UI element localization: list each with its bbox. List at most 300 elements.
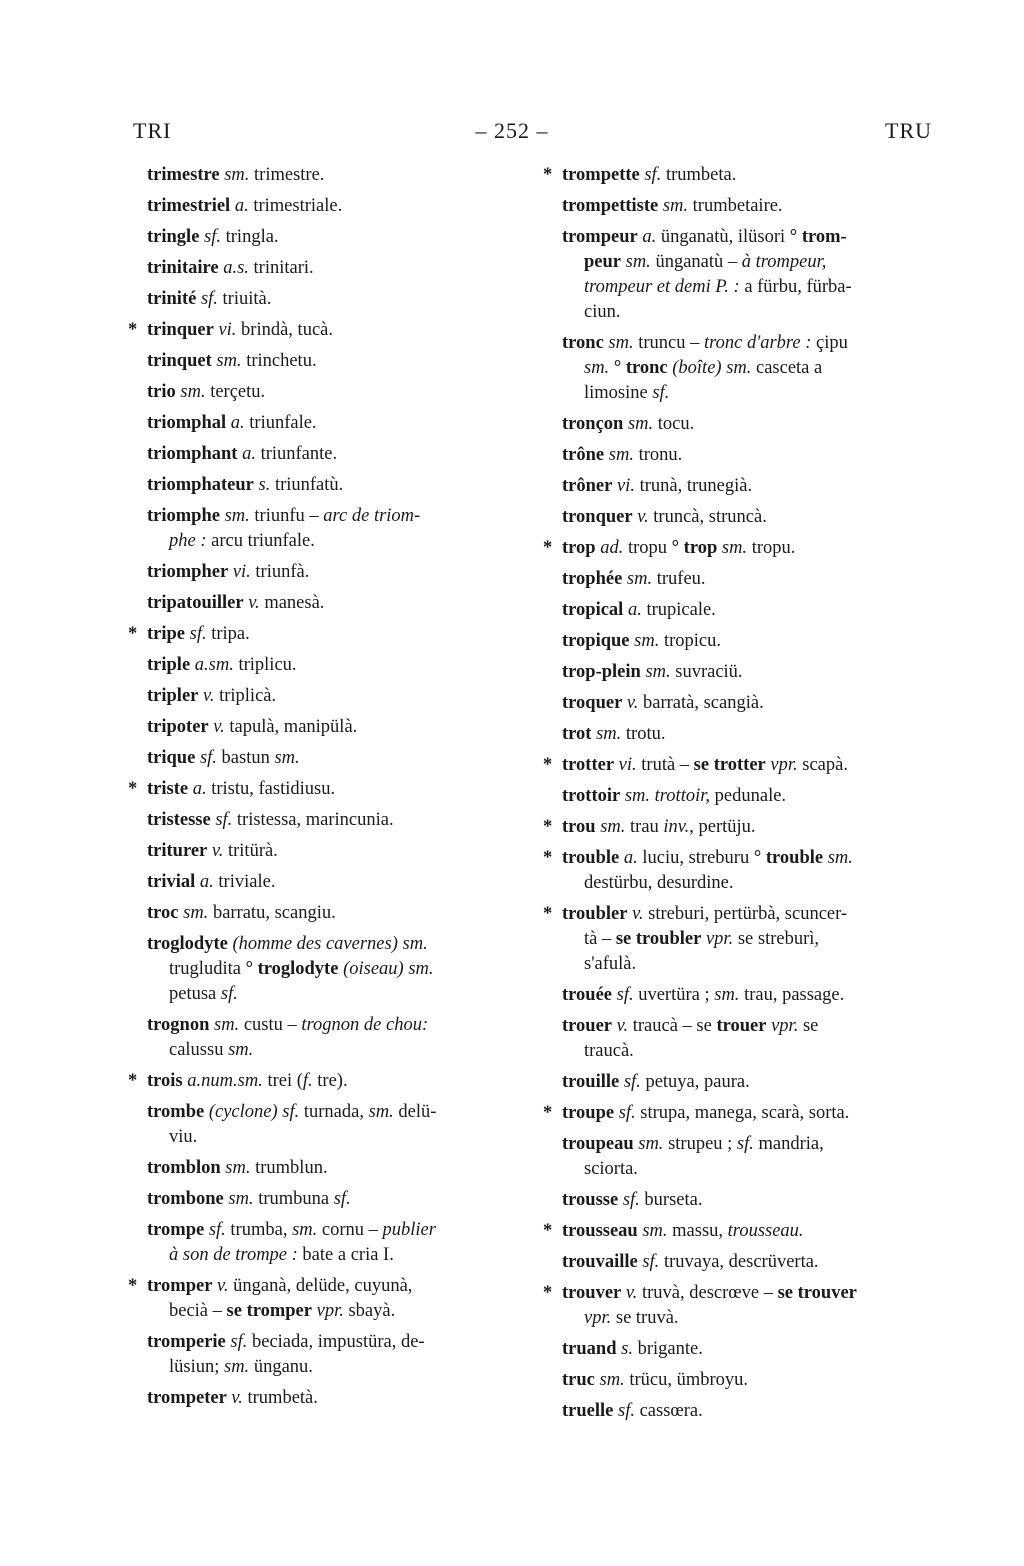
grammar-label: sm. [626,569,653,589]
grammar-label: a. [192,779,207,799]
headword: se trotter [693,755,766,775]
translation-text: se truvà. [611,1308,679,1328]
grammar-label: a. [199,872,214,892]
frequency-star-marker: * [543,755,553,775]
dictionary-entry [543,1399,938,1424]
dictionary-entry [128,932,523,1007]
headword: triomphant [147,444,238,464]
headword: troupe [562,1103,615,1123]
entry-line [562,1219,938,1244]
grammar-label: sf. [220,984,238,1004]
translation-text: triplicà. [214,686,277,706]
grammar-label: sm. [584,358,610,378]
headword: trois [147,1071,183,1091]
translation-text: trücu, ümbroyu. [624,1370,748,1390]
entry-line [562,660,938,685]
dictionary-entry [128,1330,523,1380]
dictionary-entry [543,722,938,747]
translation-text: petusa [169,984,221,1004]
grammar-label: v. [213,717,225,737]
translation-text: tropu. [747,538,796,558]
grammar-label: sf. [622,1190,640,1210]
dictionary-entry [543,1070,938,1095]
translation-text: luciu, streburu [637,848,754,868]
headword: trophée [562,569,623,589]
translation-text: mandria, [753,1134,824,1154]
entry-line [147,932,523,957]
entry-line [562,1014,938,1039]
translation-text: barratà, scangià. [638,693,764,713]
translation-text: trau [625,817,664,837]
translation-text: uvertüra ; [633,985,715,1005]
grammar-label: a. [242,444,256,464]
grammar-label: sm. [228,1189,254,1209]
headword: troupeau [562,1134,634,1154]
translation-text: strupeu ; [663,1134,737,1154]
grammar-label: sm. [368,1102,394,1122]
grammar-label: sm. [627,414,654,434]
grammar-label: sf. [230,1332,248,1352]
grammar-label: sm. [608,445,634,465]
dictionary-entry [128,225,523,250]
translation-text: manesà. [259,593,325,613]
grammar-label: sm. [408,959,434,979]
dictionary-entry [543,1219,938,1244]
headword: tripatouiller [147,593,244,613]
headword: tringle [147,227,200,247]
dictionary-entry [128,287,523,312]
headword: triple [147,655,191,675]
grammar-label: sm. [634,631,660,651]
headword: trinité [147,289,197,309]
dictionary-entry [543,225,938,325]
entry-line [147,560,523,585]
dictionary-entry [543,629,938,654]
translation-text: trunà, trunegià. [634,476,753,496]
entry-continuation-line [147,1243,523,1268]
headword: trompettiste [562,196,659,216]
headword: troubler [562,904,628,924]
headword: truelle [562,1401,614,1421]
entry-continuation-line [562,1157,938,1182]
translation-text: lüsiun; [169,1357,224,1377]
entry-continuation-line [562,952,938,977]
entry-line [147,1187,523,1212]
grammar-label: vpr. [771,1016,799,1036]
entry-line [147,473,523,498]
example-phrase: trottoir, [654,786,711,806]
grammar-label: sf. [200,289,218,309]
entry-continuation-line [147,957,523,982]
dictionary-entry [543,691,938,716]
dictionary-entry [128,622,523,647]
dictionary-entry [128,1386,523,1411]
translation-text: trinchetu. [241,351,317,371]
translation-text: tropu [623,538,672,558]
headword: trinquet [147,351,212,371]
translation-text: se [798,1016,819,1036]
entry-line [147,1156,523,1181]
frequency-star-marker: * [128,1276,138,1296]
translation-text: trumbeta. [661,165,737,185]
translation-text: truvaya, descrüverta. [659,1252,819,1272]
translation-text: truvà, descrœve – [637,1283,778,1303]
translation-text: trei ( [262,1071,303,1091]
dictionary-entry [128,684,523,709]
translation-text: calussu [169,1040,229,1060]
grammar-label: v. [637,507,649,527]
entry-line [147,442,523,467]
headword: trombone [147,1189,224,1209]
grammar-label: sf. [616,985,634,1005]
entry-continuation-line [147,1355,523,1380]
translation-text: trumbetaire. [688,196,783,216]
grammar-label: vi. [616,476,635,496]
headword: trompe [147,1220,205,1240]
dictionary-entry [543,1101,938,1126]
grammar-label: sm. [228,1040,254,1060]
entry-line [147,225,523,250]
translation-text: tringla. [221,227,279,247]
grammar-label: sm. [624,786,651,806]
example-phrase: trompeur et demi P. : [584,277,740,297]
frequency-star-marker: * [128,624,138,644]
translation-text: strupa, manega, scarà, sorta. [635,1103,850,1123]
entry-line [562,629,938,654]
grammar-label: a. [627,600,642,620]
entry-line [147,1330,523,1355]
entry-line [562,474,938,499]
headword: peur [584,252,621,272]
translation-text: pedunale. [710,786,787,806]
headword: tronçon [562,414,624,434]
headword: ° trom- [789,227,847,247]
example-phrase: publier [382,1220,436,1240]
entry-line [562,443,938,468]
headword: trimestre [147,165,220,185]
translation-text: cornu – [317,1220,383,1240]
grammar-label: v. [616,1016,629,1036]
headword: triturer [147,841,208,861]
headword: trompette [562,165,640,185]
entry-line [562,753,938,778]
headword: ° trop [671,538,718,558]
grammar-label: v. [248,593,260,613]
headword: troc [147,903,179,923]
translation-text: beciada, impustüra, de- [247,1332,425,1352]
grammar-label: sf. [618,1103,636,1123]
translation-text: custu – [239,1015,302,1035]
dictionary-entry [543,753,938,778]
headword: trouer [716,1016,767,1036]
dictionary-entry [543,815,938,840]
entry-continuation-line [562,381,938,406]
translation-text: trutà – [636,755,694,775]
entry-continuation-line [562,356,938,381]
example-phrase: (oiseau) [343,959,404,979]
headword: tripe [147,624,186,644]
translation-text: traucà. [584,1041,634,1061]
grammar-label: inv. [663,817,690,837]
translation-text: bate a cria I. [297,1245,394,1265]
frequency-star-marker: * [128,779,138,799]
grammar-label: sf. [282,1102,300,1122]
entry-continuation-line [562,300,938,325]
dictionary-entry [128,1218,523,1268]
grammar-label: sm. [662,196,689,216]
translation-text: brigante. [632,1339,703,1359]
example-phrase: trousseau. [727,1221,804,1241]
translation-text: trugludita [169,959,246,979]
translation-text: viu. [169,1127,198,1147]
grammar-label: sm. [625,252,651,272]
headword: trouver [562,1283,622,1303]
frequency-star-marker: * [128,1071,138,1091]
grammar-label: vpr. [705,929,734,949]
entry-line [562,1281,938,1306]
headword: troquer [562,693,623,713]
grammar-label: sm. [645,662,671,682]
entry-line [562,1250,938,1275]
headword: trousseau [562,1221,638,1241]
headword: truand [562,1339,617,1359]
grammar-label: sf. [333,1189,351,1209]
header-left-guide-word: TRI [133,118,172,143]
translation-text: se streburì, [733,929,820,949]
entry-line [147,380,523,405]
translation-text: triunfu – [249,506,324,526]
page-number: – 252 – [475,118,549,143]
grammar-label: sm. [642,1221,668,1241]
entry-line [147,808,523,833]
dictionary-entry [543,505,938,530]
translation-text: trimestriale. [248,196,343,216]
translation-text: trufeu. [652,569,706,589]
grammar-label: sm. [183,903,209,923]
dictionary-entry [128,411,523,436]
translation-text: burseta. [639,1190,703,1210]
headword: trique [147,748,196,768]
translation-text: triunfante. [255,444,338,464]
translation-text: tropicu. [659,631,721,651]
headword: triomphe [147,506,220,526]
grammar-label: sm. [827,848,853,868]
entry-line [147,1386,523,1411]
dictionary-entry [128,808,523,833]
grammar-label: a. [230,413,245,433]
grammar-label: sm. [224,506,250,526]
dictionary-entry [543,784,938,809]
headword: trouvaille [562,1252,638,1272]
entry-continuation-line [147,982,523,1007]
headword: trinitaire [147,258,219,278]
dictionary-entry [543,163,938,188]
translation-text: suvraciü. [670,662,743,682]
headword: trio [147,382,176,402]
entry-line [147,1069,523,1094]
translation-text: triunfale. [244,413,317,433]
grammar-label: sf. [618,1401,635,1421]
translation-text: ünganatù – [650,252,742,272]
headword: tripler [147,686,199,706]
entry-line [147,684,523,709]
example-phrase: à trompeur, [741,252,827,272]
grammar-label: vi. [218,320,237,340]
translation-text: tripa. [206,624,250,644]
dictionary-entry [128,163,523,188]
grammar-label: a. [642,227,657,247]
dictionary-entry [543,331,938,406]
entry-line [147,1274,523,1299]
dictionary-entry [543,567,938,592]
dictionary-entry [128,256,523,281]
grammar-label: a.sm. [194,655,234,675]
headword: trop [562,538,596,558]
headword: troglodyte [147,934,228,954]
dictionary-entry [543,598,938,623]
entry-line [147,349,523,374]
entry-line [147,777,523,802]
headword: se tromper [226,1301,312,1321]
translation-text: triunfà. [250,562,310,582]
grammar-label: sm. [714,985,740,1005]
headword: triompher [147,562,229,582]
entry-line [147,411,523,436]
headword: ° troglodyte [245,959,339,979]
example-phrase: arc de triom- [323,506,421,526]
grammar-label: sm. [596,724,622,744]
translation-text: turnada, [299,1102,369,1122]
translation-text: becià – [169,1301,227,1321]
grammar-label: sf. [189,624,207,644]
entry-line [147,1013,523,1038]
entry-line [147,1100,523,1125]
grammar-label: sm. [599,1370,625,1390]
headword: trouer [562,1016,612,1036]
headword: trimestriel [147,196,231,216]
dictionary-entry [128,591,523,616]
grammar-label: sm. [721,538,748,558]
grammar-label: sm. [224,165,250,185]
frequency-star-marker: * [543,848,553,868]
translation-text: tristu, fastidiusu. [206,779,336,799]
entry-line [562,194,938,219]
grammar-label: sf. [208,1220,226,1240]
grammar-label: sm. [214,1015,240,1035]
entry-line [562,902,938,927]
entry-continuation-line [147,1125,523,1150]
dictionary-entry [128,1274,523,1324]
dictionary-entry [543,194,938,219]
translation-text: ünganà, delüde, cuyunà, [228,1276,413,1296]
grammar-label: sf. [736,1134,754,1154]
frequency-star-marker: * [543,1103,553,1123]
grammar-label: v. [203,686,215,706]
dictionary-entry [128,318,523,343]
translation-text: trumblun. [250,1158,328,1178]
grammar-label: v. [211,841,224,861]
headword: trouille [562,1072,620,1092]
dictionary-entry [128,901,523,926]
grammar-label: a.num.sm. [187,1071,263,1091]
entry-line [147,256,523,281]
entry-line [147,1218,523,1243]
headword: trinquer [147,320,214,340]
dictionary-entry [128,1187,523,1212]
headword: tronquer [562,507,633,527]
headword: trottoir [562,786,621,806]
translation-text: barratu, scangiu. [208,903,336,923]
translation-text: truncu – [633,333,704,353]
grammar-label: vpr. [316,1301,344,1321]
entry-line [562,815,938,840]
grammar-label: sf. [623,1072,641,1092]
frequency-star-marker: * [543,1221,553,1241]
headword: se trouver [777,1283,857,1303]
dictionary-entry [543,1281,938,1331]
dictionary-entry [543,846,938,896]
grammar-label: sm. [402,934,428,954]
grammar-label: vpr. [584,1308,612,1328]
entry-continuation-line [562,275,938,300]
grammar-label: v. [217,1276,229,1296]
grammar-label: vi. [618,755,637,775]
grammar-label: sf. [652,383,670,403]
headword: trône [562,445,605,465]
entry-line [147,163,523,188]
entry-line [562,567,938,592]
translation-text: ünganu. [249,1357,313,1377]
entry-line [562,412,938,437]
translation-text: arcu triunfale. [206,531,315,551]
dictionary-entry [543,1132,938,1182]
entry-continuation-line [562,927,938,952]
dictionary-entry [128,777,523,802]
entry-continuation-line [147,529,523,554]
translation-text: limosine [584,383,653,403]
entry-continuation-line [147,1299,523,1324]
dictionary-entry [128,1100,523,1150]
example-phrase: (cyclone) [208,1102,278,1122]
grammar-label: sm. [224,1357,250,1377]
translation-text: tronu. [633,445,683,465]
grammar-label: sf. [642,1252,660,1272]
translation-text: casceta a [751,358,823,378]
translation-text: triunfatù. [270,475,344,495]
example-phrase: tronc d'arbre : [704,333,812,353]
entry-line [147,746,523,771]
headword: triomphateur [147,475,254,495]
dictionary-entry [128,1156,523,1181]
translation-text: tapulà, manipülà. [224,717,358,737]
translation-text: trumba, [225,1220,293,1240]
entry-line [562,1188,938,1213]
entry-line [147,591,523,616]
headword: tristesse [147,810,211,830]
headword: trompeur [562,227,638,247]
translation-text: tristessa, marincunia. [232,810,394,830]
dictionary-entry [543,902,938,977]
grammar-label: v. [231,1388,243,1408]
dictionary-entry [543,983,938,1008]
headword: trouble [562,848,620,868]
grammar-label: vpr. [770,755,798,775]
entry-line [562,846,938,871]
translation-text: trumbetà. [242,1388,318,1408]
entry-line [562,722,938,747]
dictionary-entry [543,474,938,499]
entry-line [562,1101,938,1126]
